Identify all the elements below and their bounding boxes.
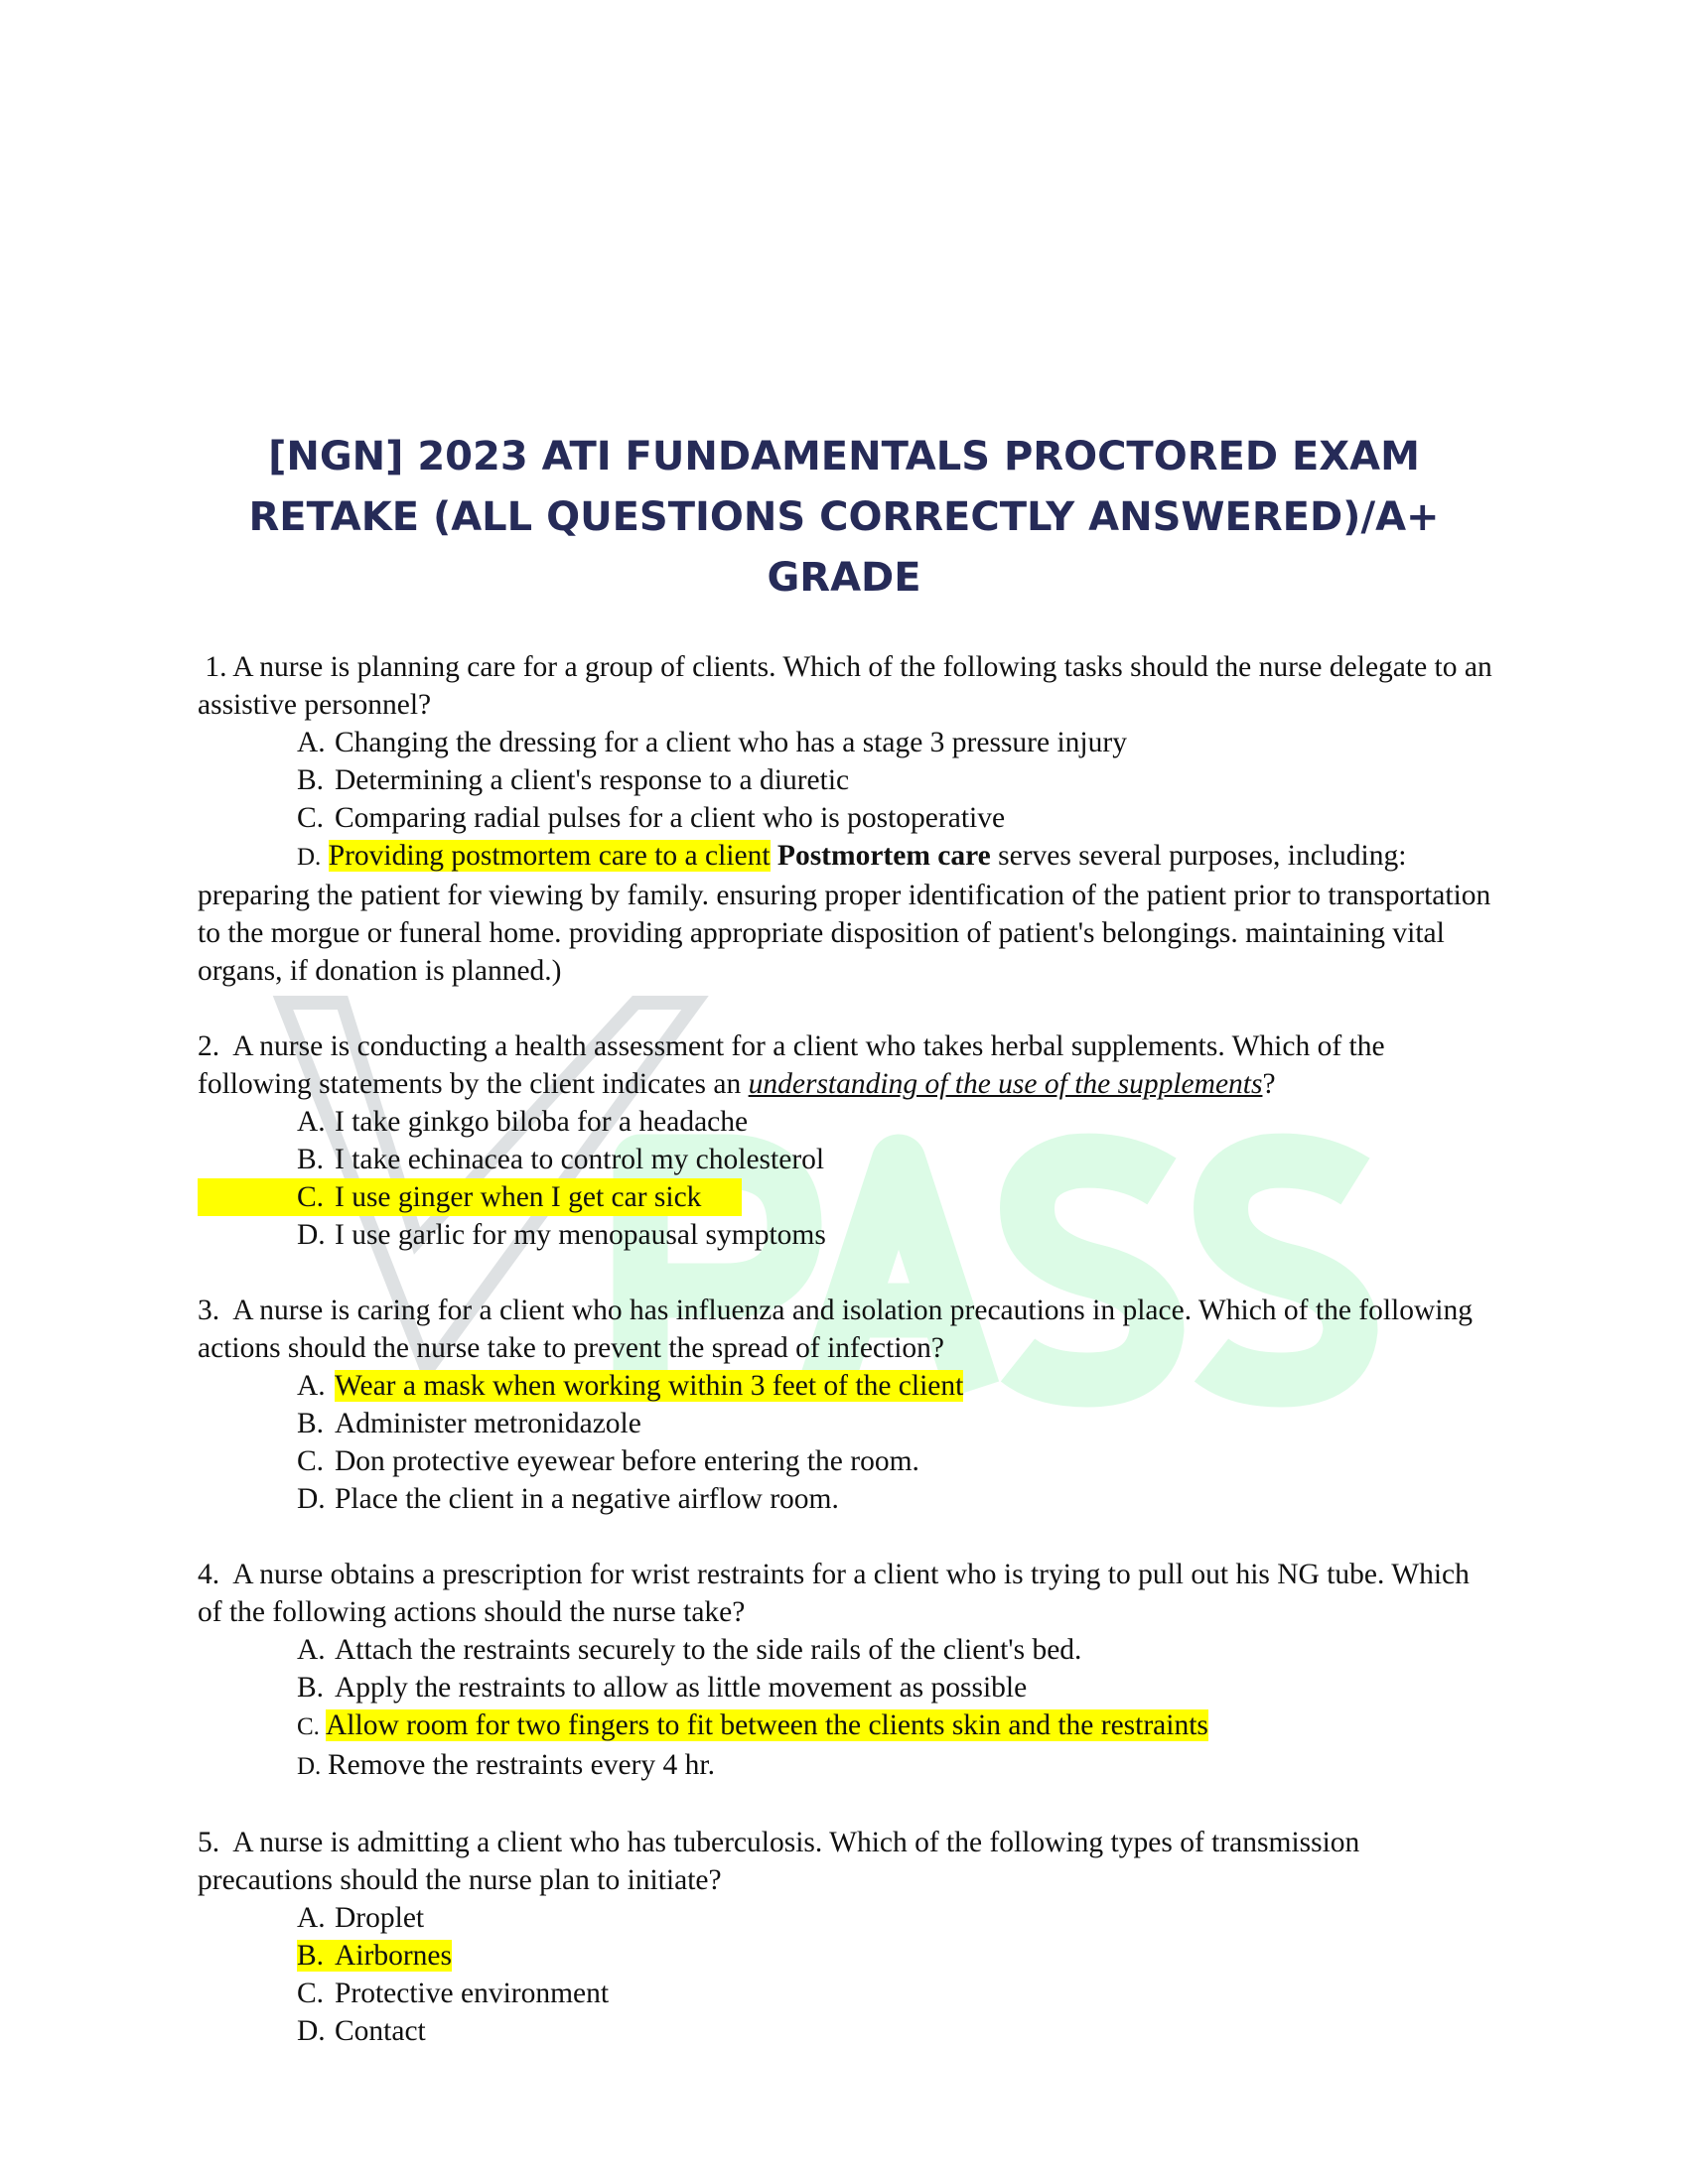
option-a — [198, 1899, 1498, 1937]
question-text: A nurse is planning care for a group of clients. Which of the following tasks should the nurse delegate to an assistive personnel? — [198, 651, 1492, 721]
option-d — [198, 2012, 1498, 2050]
option-letter: C. — [297, 1713, 320, 1740]
option-letter: C. — [297, 802, 325, 834]
option-text: I take ginkgo biloba for a headache — [335, 1106, 749, 1138]
highlighted-answer: Airbornes — [335, 1940, 452, 1972]
option-text: I use garlic for my menopausal symptoms — [335, 1219, 826, 1251]
option-text: Contact — [335, 2015, 426, 2047]
option-letter: A. — [297, 1370, 326, 1402]
option-a — [198, 1631, 1498, 1669]
option-c — [198, 1442, 1498, 1480]
option-letter: B. — [297, 764, 325, 796]
question-end: ? — [1262, 1068, 1276, 1100]
document-title: [NGN] 2023 ATI FUNDAMENTALS PROCTORED EXAM RETAKE (ALL QUESTIONS CORRECTLY ANSWERED)/A+ GRADE — [248, 434, 1440, 601]
question-stem — [198, 648, 1498, 724]
question-text: A nurse obtains a prescription for wrist restraints for a client who is trying to pull out his NG tube. Which of the following actions should the nurse take? — [198, 1559, 1470, 1628]
option-letter: B. — [297, 1408, 325, 1439]
rationale-text: serves several purposes, including: preparing the patient for viewing by family. ensuring proper identification of the patient prior to transportation to the morgue or funeral home. providing appropriate disposition of patient's belongings. maintaining vital organs, if donation is planned.) — [198, 840, 1491, 987]
option-d — [198, 1480, 1498, 1518]
option-a — [198, 1103, 1498, 1141]
question-1 — [198, 648, 1498, 990]
highlighted-answer: I use ginger when I get car sick — [335, 1181, 702, 1213]
option-text: Administer metronidazole — [335, 1408, 641, 1439]
option-letter: B. — [297, 1672, 325, 1704]
question-number: 3. — [198, 1295, 220, 1326]
option-letter: A. — [297, 1634, 326, 1666]
question-3 — [198, 1292, 1498, 1518]
question-text: A nurse is caring for a client who has influenza and isolation precautions in place. Which of the following actions should the nurse take to prevent the spread of infection? — [198, 1295, 1474, 1364]
question-stem — [198, 1824, 1498, 1899]
question-text: A nurse is conducting a health assessment for a client who takes herbal supplements. Which of the following statements by the client indicates an — [198, 1030, 1385, 1100]
option-d-correct — [198, 837, 1498, 990]
option-letter: D. — [297, 1753, 322, 1780]
option-text: Droplet — [335, 1902, 425, 1934]
question-stem — [198, 1292, 1498, 1367]
option-text: Determining a client's response to a diuretic — [335, 764, 850, 796]
option-c — [198, 1975, 1498, 2012]
option-text: Remove the restraints every 4 hr. — [328, 1749, 715, 1781]
option-c — [198, 799, 1498, 837]
question-stem — [198, 1556, 1498, 1631]
option-b — [198, 1141, 1498, 1178]
option-letter: B. — [297, 1144, 325, 1175]
option-b — [198, 1669, 1498, 1706]
option-a — [198, 724, 1498, 761]
option-letter: B. — [297, 1940, 325, 1972]
highlighted-answer: Allow room for two fingers to fit between the clients skin and the restraints — [326, 1709, 1208, 1741]
option-letter: D. — [297, 2015, 326, 2047]
option-text: Comparing radial pulses for a client who is postoperative — [335, 802, 1006, 834]
option-text: Apply the restraints to allow as little movement as possible — [335, 1672, 1028, 1704]
question-number: 4. — [198, 1559, 220, 1590]
option-letter: A. — [297, 727, 326, 758]
option-text: Attach the restraints securely to the side rails of the client's bed. — [335, 1634, 1082, 1666]
question-5 — [198, 1824, 1498, 2050]
option-c-correct — [198, 1706, 1498, 1746]
option-text: Don protective eyewear before entering the room. — [335, 1445, 919, 1477]
option-letter: A. — [297, 1902, 326, 1934]
option-text: Changing the dressing for a client who has a stage 3 pressure injury — [335, 727, 1127, 758]
option-letter: A. — [297, 1106, 326, 1138]
emphasized-phrase: understanding of the use of the supplements — [748, 1068, 1263, 1100]
option-b-correct — [198, 1937, 1498, 1975]
question-4 — [198, 1556, 1498, 1786]
question-text: A nurse is admitting a client who has tuberculosis. Which of the following types of transmission precautions should the nurse plan to initiate? — [198, 1827, 1360, 1896]
option-b — [198, 761, 1498, 799]
question-2 — [198, 1027, 1498, 1254]
question-number: 2. — [198, 1030, 220, 1062]
question-number: 1. — [205, 651, 227, 683]
option-letter: D. — [297, 1483, 326, 1515]
question-number: 5. — [198, 1827, 220, 1858]
rationale-bold: Postmortem care — [776, 840, 991, 872]
highlighted-answer: Wear a mask when working within 3 feet of the client — [335, 1370, 964, 1402]
option-letter: D. — [297, 844, 322, 871]
option-letter: C. — [297, 1978, 325, 2009]
option-b — [198, 1405, 1498, 1442]
option-a-correct — [198, 1367, 1498, 1405]
option-d — [198, 1216, 1498, 1254]
option-letter: D. — [297, 1219, 326, 1251]
option-letter: C. — [297, 1445, 325, 1477]
option-text: Place the client in a negative airflow room. — [335, 1483, 839, 1515]
question-stem — [198, 1027, 1498, 1103]
option-text: Protective environment — [335, 1978, 610, 2009]
option-letter: C. — [297, 1181, 325, 1213]
option-text: I take echinacea to control my cholesterol — [335, 1144, 825, 1175]
option-c-correct — [198, 1178, 742, 1216]
highlighted-answer: Providing postmortem care to a client — [328, 840, 771, 872]
option-d — [198, 1746, 1498, 1786]
